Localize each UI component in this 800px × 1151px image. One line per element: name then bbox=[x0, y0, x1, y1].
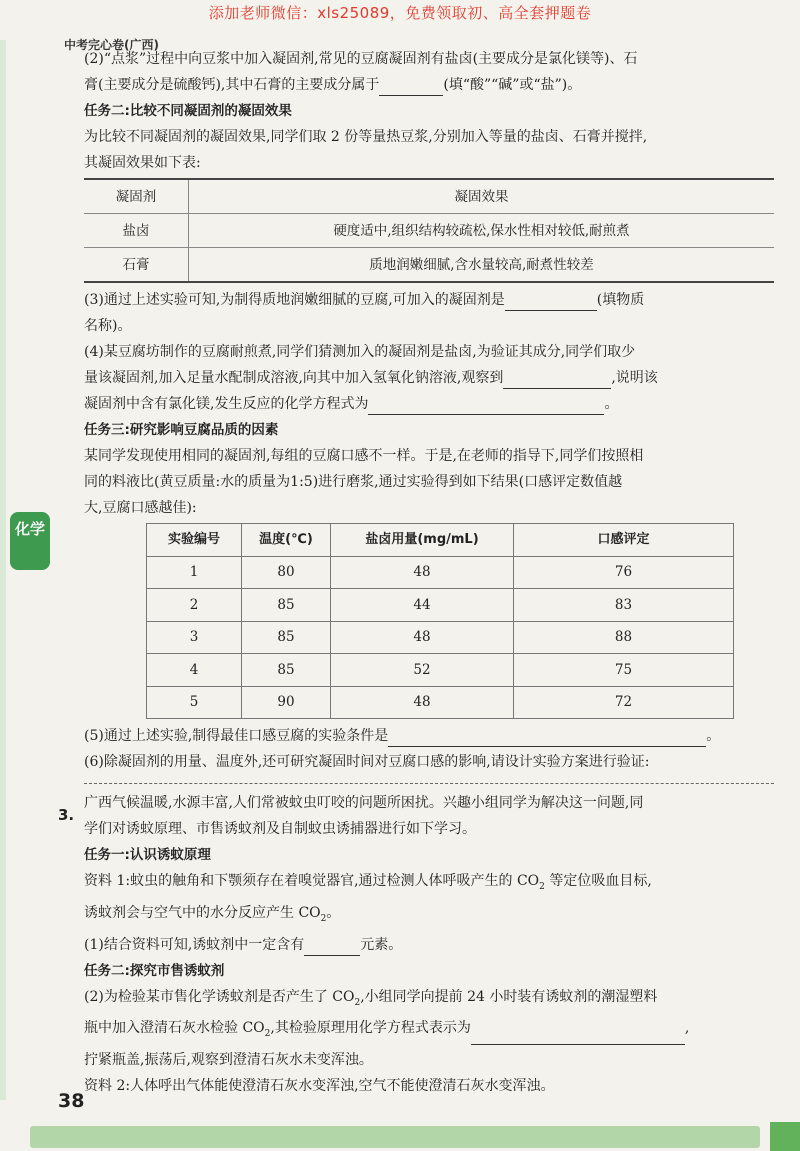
table-row bbox=[84, 248, 774, 283]
table-cell: 83 bbox=[514, 589, 734, 622]
page-header: 中考完心卷(广西) bbox=[64, 38, 159, 52]
text: 量该凝固剂,加入足量水配制成溶液,向其中加入氢氧化钠溶液,观察到 bbox=[84, 370, 504, 386]
text: (3)通过上述实验可知,为制得质地润嫩细腻的豆腐,可加入的凝固剂是 bbox=[84, 292, 505, 308]
q2-part2-line2 bbox=[84, 74, 774, 96]
table-row bbox=[147, 621, 734, 654]
text: ,说明该 bbox=[611, 370, 658, 386]
side-strip bbox=[0, 40, 6, 1100]
q3-task2-title: 任务二:探究市售诱蚊剂 bbox=[84, 962, 225, 979]
subscript: 2 bbox=[354, 997, 361, 1008]
table-cell: 48 bbox=[331, 556, 514, 589]
table-header-row bbox=[84, 179, 774, 214]
q3-part1 bbox=[84, 934, 774, 956]
table-cell: 1 bbox=[147, 556, 242, 589]
q3-material1-line2 bbox=[84, 902, 774, 930]
text: 。 bbox=[604, 396, 619, 412]
text: 等定位吸血目标, bbox=[544, 873, 652, 889]
subscript: 2 bbox=[320, 913, 327, 924]
table-row bbox=[147, 589, 734, 622]
text: ,小组同学向提前 24 小时装有诱蚊剂的潮湿塑料 bbox=[360, 988, 658, 1005]
task3-title: 任务三:研究影响豆腐品质的因素 bbox=[84, 422, 279, 438]
table-cell: 5 bbox=[147, 686, 242, 719]
table-header: 实验编号 bbox=[147, 524, 242, 557]
task3-intro-line1: 某同学发现使用相同的凝固剂,每组的豆腐口感不一样。于是,在老师的指导下,同学们按照相 bbox=[84, 448, 644, 464]
table-cell: 硬度适中,组织结构较疏松,保水性相对较低,耐煎煮 bbox=[189, 214, 775, 248]
q3-line1: 广西气候温暖,水源丰富,人们常被蚊虫叮咬的问题所困扰。兴趣小组同学为解决这一问题,同 bbox=[84, 795, 644, 811]
table-row bbox=[147, 686, 734, 719]
text: 膏(主要成分是硫酸钙),其中石膏的主要成分属于 bbox=[84, 77, 380, 93]
table-cell: 85 bbox=[242, 654, 331, 687]
answer-blank[interactable] bbox=[304, 937, 360, 956]
table-header-row bbox=[147, 524, 734, 557]
text: (1)结合资料可知,诱蚊剂中一定含有 bbox=[84, 936, 305, 953]
q3-material2: 资料 2:人体呼出气体能使澄清石灰水变浑浊,空气不能使澄清石灰水变浑浊。 bbox=[84, 1078, 555, 1095]
table-header: 凝固剂 bbox=[84, 179, 189, 214]
q2-part4-line1: (4)某豆腐坊制作的豆腐耐煎煮,同学们猜测加入的凝固剂是盐卤,为验证其成分,同学们取少 bbox=[84, 344, 636, 360]
subject-tab: 化学 bbox=[10, 512, 50, 570]
table-cell: 2 bbox=[147, 589, 242, 622]
text: 凝固剂中含有氯化镁,发生反应的化学方程式为 bbox=[84, 396, 369, 412]
answer-blank[interactable] bbox=[471, 1026, 685, 1045]
table-cell: 88 bbox=[514, 621, 734, 654]
q2-part6: (6)除凝固剂的用量、温度外,还可研究凝固时间对豆腐口感的影响,请设计实验方案进行验证: bbox=[84, 754, 650, 770]
answer-line[interactable] bbox=[84, 777, 774, 784]
text: , bbox=[684, 1020, 690, 1037]
text: 资料 1:蚊虫的触角和下颚须存在着嗅觉器官,通过检测人体呼吸产生的 CO bbox=[84, 873, 540, 889]
table-cell: 48 bbox=[331, 686, 514, 719]
subscript: 2 bbox=[264, 1029, 271, 1040]
table-row bbox=[147, 654, 734, 687]
table-header: 温度(℃) bbox=[242, 524, 331, 557]
table-cell: 90 bbox=[242, 686, 331, 719]
subscript: 2 bbox=[539, 881, 545, 892]
answer-blank[interactable] bbox=[503, 370, 611, 389]
q3-line2: 学们对诱蚊原理、市售诱蚊剂及自制蚊虫诱捕器进行如下学习。 bbox=[84, 821, 476, 837]
table-cell: 80 bbox=[242, 556, 331, 589]
text: 。 bbox=[326, 904, 341, 921]
task2-intro-line2: 其凝固效果如下表: bbox=[84, 155, 201, 171]
q2-part5 bbox=[84, 725, 774, 747]
table-cell: 52 bbox=[331, 654, 514, 687]
task2-intro-line1: 为比较不同凝固剂的凝固效果,同学们取 2 份等量热豆浆,分别加入等量的盐卤、石膏并搅拌, bbox=[84, 129, 648, 145]
text: 瓶中加入澄清石灰水检验 CO bbox=[84, 1020, 265, 1037]
q2-part2-line1: (2)“点浆”过程中向豆浆中加入凝固剂,常见的豆腐凝固剂有盐卤(主要成分是氯化镁等)、石 bbox=[84, 51, 638, 67]
table-cell: 盐卤 bbox=[84, 214, 189, 248]
table-cell: 石膏 bbox=[84, 248, 189, 283]
table-cell: 44 bbox=[331, 589, 514, 622]
table-cell: 3 bbox=[147, 621, 242, 654]
table-row bbox=[147, 556, 734, 589]
table-cell: 85 bbox=[242, 621, 331, 654]
table-row bbox=[84, 214, 774, 248]
q2-part3-line2: 名称)。 bbox=[84, 318, 132, 334]
text: (填物质 bbox=[596, 292, 645, 308]
answer-blank[interactable] bbox=[388, 728, 706, 747]
q2-part4-line2 bbox=[84, 367, 774, 389]
task3-intro-line3: 大,豆腐口感越佳): bbox=[84, 500, 197, 516]
task3-intro-line2: 同的料液比(黄豆质量:水的质量为1:5)进行磨浆,通过实验得到如下结果(口感评定数值越 bbox=[84, 474, 623, 490]
table-cell: 72 bbox=[514, 686, 734, 719]
answer-blank[interactable] bbox=[379, 77, 443, 96]
experiment-table bbox=[146, 523, 734, 719]
footer-band bbox=[30, 1126, 760, 1148]
table-cell: 质地润嫩细腻,含水量较高,耐煮性较差 bbox=[189, 248, 775, 283]
q3-part2-line1 bbox=[84, 986, 774, 1014]
watermark-text: 添加老师微信：xls25089，免费领取初、高全套押题卷 bbox=[208, 4, 592, 22]
question-number: 3. bbox=[58, 806, 75, 824]
text: (2)为检验某市售化学诱蚊剂是否产生了 CO bbox=[84, 988, 355, 1005]
q2-part4-line3 bbox=[84, 393, 774, 415]
q3-task1-title: 任务一:认识诱蚊原理 bbox=[84, 847, 211, 863]
text: (填“酸”“碱”或“盐”)。 bbox=[443, 77, 582, 93]
q2-part3-line1 bbox=[84, 289, 774, 311]
q3-part2-line2 bbox=[84, 1017, 774, 1045]
text: 元素。 bbox=[360, 936, 403, 953]
table-header: 凝固效果 bbox=[189, 179, 775, 214]
table-header: 盐卤用量(mg/mL) bbox=[331, 524, 514, 557]
coagulant-table bbox=[84, 178, 774, 283]
text: 。 bbox=[706, 728, 721, 744]
q3-part2-line3: 拧紧瓶盖,振荡后,观察到澄清石灰水未变浑浊。 bbox=[84, 1052, 373, 1069]
task2-title: 任务二:比较不同凝固剂的凝固效果 bbox=[84, 103, 292, 119]
page-number: 38 bbox=[58, 1090, 85, 1112]
table-header: 口感评定 bbox=[514, 524, 734, 557]
text: ,其检验原理用化学方程式表示为 bbox=[270, 1020, 471, 1037]
table-cell: 75 bbox=[514, 654, 734, 687]
footer-square bbox=[770, 1122, 800, 1151]
page-content bbox=[84, 48, 774, 1101]
table-cell: 48 bbox=[331, 621, 514, 654]
table-cell: 76 bbox=[514, 556, 734, 589]
answer-blank[interactable] bbox=[505, 292, 597, 311]
table-cell: 4 bbox=[147, 654, 242, 687]
table-cell: 85 bbox=[242, 589, 331, 622]
answer-blank[interactable] bbox=[368, 396, 604, 415]
text: (5)通过上述实验,制得最佳口感豆腐的实验条件是 bbox=[84, 728, 389, 744]
q3-material1-line1 bbox=[84, 870, 774, 898]
text: 诱蚊剂会与空气中的水分反应产生 CO bbox=[84, 904, 321, 921]
